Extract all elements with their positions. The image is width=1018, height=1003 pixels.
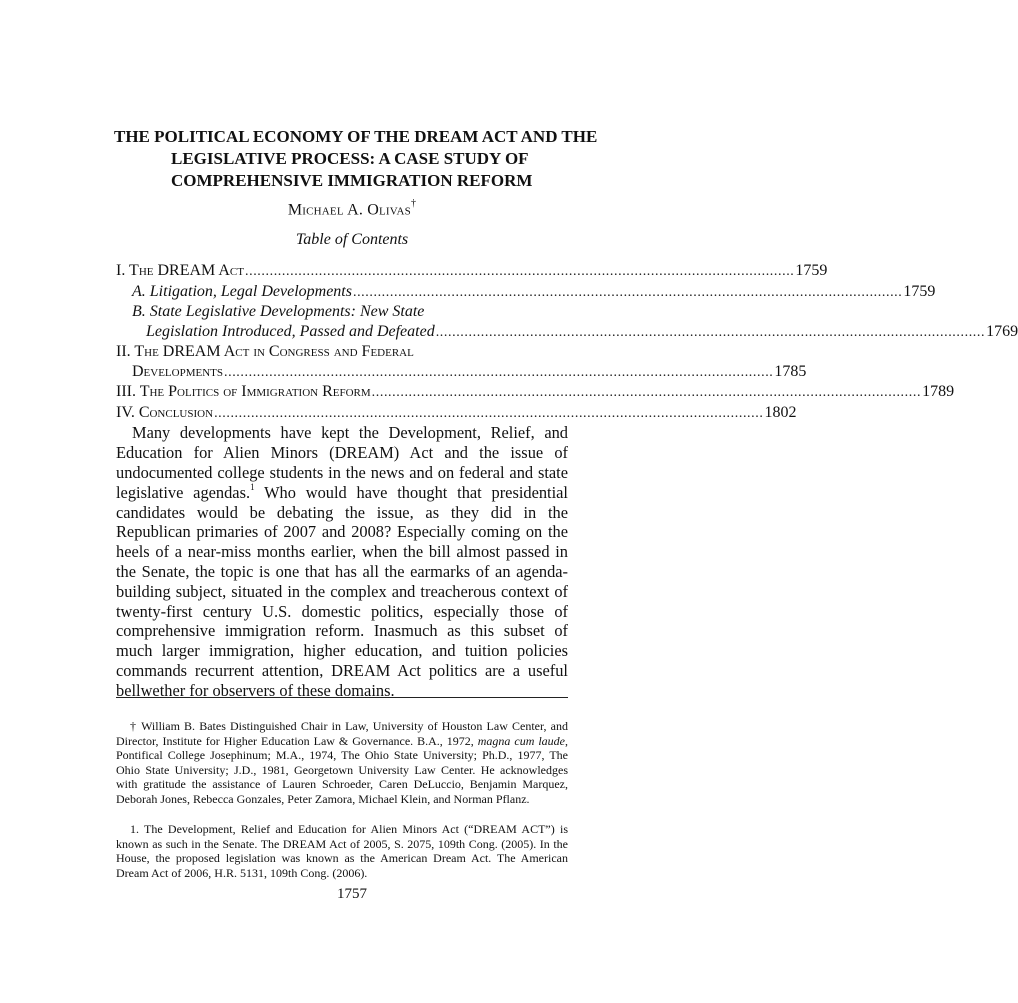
title-line-2: LEGISLATIVE PROCESS: A CASE STUDY OF [171,149,529,168]
toc-entry-label: IV. Conclusion [116,403,214,421]
toc-entry[interactable] [116,362,807,383]
footnote-author [116,719,568,807]
toc-leader-dots: ...................................................................................................................................... [224,364,774,380]
toc-heading: Table of Contents [295,231,409,248]
author-byline [0,200,704,219]
toc-entry-page: 1802 [764,403,797,421]
body-paragraph [116,423,568,700]
footnote-1: 1. The Development, Relief and Education for Alien Minors Act (“DREAM ACT”) is known as such in the Senate. The DREAM Act of 2005, S. 2075, 109th Cong. (2005). In the House, the proposed legislation was known as the American Dream Act. The American Dream Act of 2006, H.R. 5131, 109th Cong. (2006). [116,822,568,880]
toc-entry-page: 1759 [903,282,936,300]
toc-entry[interactable] [116,382,955,403]
toc-entry[interactable] [116,403,797,424]
toc-entry[interactable] [116,302,566,322]
title-line-3: COMPREHENSIVE IMMIGRATION REFORM [171,171,533,190]
toc-leader-dots: ...................................................................................................................................... [214,405,764,421]
title-line-1: THE POLITICAL ECONOMY OF THE DREAM ACT AND THE [114,127,598,146]
toc-entry[interactable] [116,282,936,303]
toc-entry-label: I. The DREAM Act [116,262,244,279]
toc-entry[interactable] [116,342,566,362]
toc-entry-label: Developments [132,362,223,380]
toc-entry-page: 1759 [795,262,828,279]
body-text-part-1: Many developments have kept the Development, Relief, and Education for Alien Minors (DREAM) Act and the issue of undocumented college students in the news and on federal and state legislative agendas. [116,423,568,502]
footnote-author-text-2: , Pontifical College Josephinum; M.A., 1974, The Ohio State University; Ph.D., 1977, The Ohio State University; J.D., 1981, Georgetown University Law Center. He acknowledges with gratitude the assistance of Lauren Schroeder, Caren DeLuccio, Benjamin Marquez, Deborah Jones, Rebecca Gonzales, Peter Zamora, Michael Klein, and Norman Pflanz. [116,733,568,806]
footnote-divider [116,697,568,698]
article-title [100,126,600,192]
toc-entry-label: A. Litigation, Legal Developments [132,282,352,300]
toc-entry-page: 1789 [922,383,955,400]
footnote-author-italic: magna cum laude [477,733,565,748]
toc-leader-dots: ...................................................................................................................................... [435,324,986,340]
body-text-part-2: Who would have thought that presidential candidates would be debating the issue, as they did in the Republican primaries of 2007 and 2008? Especially coming on the heels of a near-miss months earlier, when the bill almost passed in the Senate, the topic is one that has all the earmarks of an agenda-building subject, situated in the complex and treacherous context of twenty-first century U.S. domestic politics, especially those of comprehensive immigration reform. Inasmuch as this subset of much larger immigration, higher education, and tuition policies commands recurrent attention, DREAM Act politics are a useful bellwether for observers of these domains. [116,482,568,700]
toc-entry-page: 1785 [774,362,807,380]
toc-entry-label: B. State Legislative Developments: New State [132,303,425,320]
toc-entry-label: Legislation Introduced, Passed and Defeated [146,322,435,340]
toc-entry-page: 1769 [986,322,1018,340]
toc-entry-label: II. The DREAM Act in Congress and Federal [116,343,414,360]
toc-entry-label: III. The Politics of Immigration Reform [116,383,371,400]
toc-leader-dots: ...................................................................................................................................... [371,385,922,400]
footnote-reference-1[interactable]: 1 [250,482,255,493]
author-footnote-marker: † [410,198,417,209]
author-name: Michael A. Olivas [287,201,411,219]
toc-entry[interactable] [116,261,828,282]
toc-entry[interactable] [116,322,1018,343]
page-number: 1757 [337,886,367,902]
toc-leader-dots: ...................................................................................................................................... [245,264,795,279]
table-of-contents [116,261,1018,423]
footnote-author-text-1: † William B. Bates Distinguished Chair in Law, University of Houston Law Center, and Director, Institute for Higher Education Law & Governance. B.A., 1972, [116,719,568,748]
toc-leader-dots: ...................................................................................................................................... [352,284,903,300]
